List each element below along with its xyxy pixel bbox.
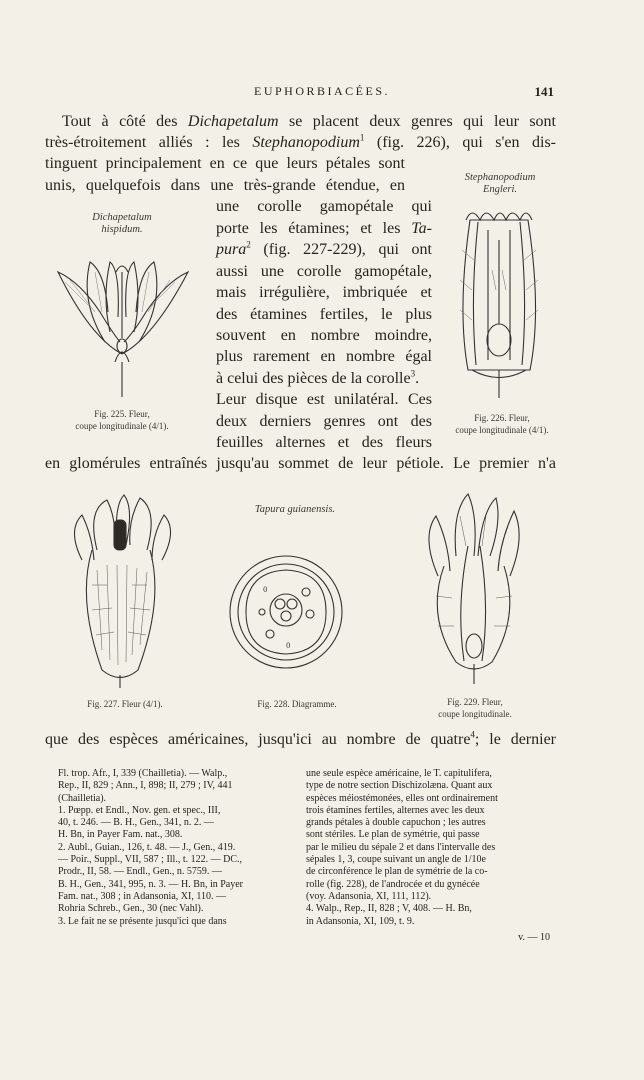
body-line-2: très-étroitement alliés : les Stephanopodium$^1$ (fig. 226), qui s'en dis- — [45, 132, 557, 151]
svg-text:0: 0 — [286, 642, 291, 650]
body-line-6: porte les étamines; et les Ta- — [216, 220, 433, 237]
footnote-line: 1. Pœpp. et Endl., Nov. gen. et spec., III, — [58, 804, 221, 816]
body-line-12: plus rarement en nombre égal — [216, 348, 432, 365]
footnote-line: 40, t. 246. — B. H., Gen., 341, n. 2. — — [58, 817, 214, 829]
footnote-line: Prodr., II, 58. — Endl., Gen., n. 5759. — — [58, 866, 222, 878]
fig228-floral-diagram — [226, 552, 346, 672]
footnote-line: B. H., Gen., 341, 995, n. 3. — H. Bn, in Payer — [58, 878, 243, 890]
footnote-line: 2. Aubl., Guian., 126, t. 48. — J., Gen., 419. — [58, 841, 236, 853]
footnote-line: (voy. Adansonia, XI, 111, 112). — [306, 890, 432, 902]
footnote-line: Rep., II, 829 ; Ann., I, 898; II, 279 ; IV, 441 — [58, 780, 233, 792]
fig228-caption: Fig. 228. Diagramme. — [257, 699, 337, 709]
page-number: 141 — [534, 84, 554, 99]
footnote-line: in Adansonia, XI, 109, t. 9. — [306, 915, 415, 927]
genus-dichapetalum: Dichapetalum — [187, 113, 279, 130]
footnote-line: 3. Le fait ne se présente jusqu'ici que dans — [58, 915, 227, 927]
running-title: EUPHORBIACÉES. — [253, 84, 390, 98]
footnote-line: sont stériles. Le plan de symétrie, qui passe — [306, 829, 480, 841]
body-line-7: pura$^2$ (fig. 227-229), qui ont — [216, 239, 432, 258]
footnote-line: 4. Walp., Rep., II, 828 ; V, 408. — H. Bn, — [306, 903, 472, 915]
footnote-line: Fl. trop. Afr., I, 339 (Chailletia). — Walp., — [58, 768, 228, 779]
fig227-caption: Fig. 227. Fleur (4/1). — [87, 699, 163, 709]
footnote-line: rolle (fig. 228), de l'androcée et du gynécée — [306, 878, 480, 890]
footnote-line: sépales 1, 3, coupe suivant un angle de 1/10e — [306, 854, 486, 866]
body-line-3: tinguent principalement en ce que leurs pétales sont — [45, 155, 405, 172]
svg-text:0: 0 — [263, 586, 268, 594]
fig227-flower-illustration — [62, 490, 182, 690]
footnote-line: par le milieu du sépale 2 et dans l'intervalle des — [306, 841, 496, 853]
footnote-line: type de notre section Dischizolæna. Quant aux — [306, 780, 493, 792]
body-line-10: des étamines fertiles, le plus — [216, 306, 432, 323]
body-line-13: à celui des pièces de la corolle$^3$. — [216, 368, 420, 387]
body-line-5: une corolle gamopétale qui — [216, 198, 432, 215]
body-line-11: souvent en nombre moindre, — [216, 327, 432, 344]
footnote-line: une seule espèce américaine, le T. capitulifera, — [306, 768, 492, 779]
page-header — [0, 84, 644, 104]
body-line-17: en glomérules entraînés jusqu'au sommet de leur pétiole. Le premier n'a — [45, 455, 556, 472]
footnote-line: (Chailletia). — [58, 792, 107, 804]
fig226-caption: Fig. 226. Fleur, coupe longitudinale (4/1). — [455, 413, 549, 435]
footnote-line: espèces méiostémonées, elles ont ordinairement — [306, 792, 498, 804]
fig226-flower-illustration — [452, 200, 547, 400]
fig225-title: Dichapetalum hispidum. — [92, 212, 152, 235]
fig226-title: Stephanopodium Engleri. — [464, 172, 536, 195]
body-line-9: mais irrégulière, imbriquée et — [216, 284, 432, 301]
fig225-flower-illustration — [50, 242, 195, 402]
body-line-8: aussi une corolle gamopétale, — [216, 263, 432, 280]
body-line-15: deux derniers genres ont des — [216, 413, 432, 430]
footnotes-left-column — [58, 768, 290, 928]
footnote-line: Rohria Schreb., Gen., 30 (nec Vahl). — [58, 903, 204, 915]
body-line-1: Tout à côté des Dichapetalum se placent deux genres qui leur sont — [62, 113, 556, 130]
fig229-caption: Fig. 229. Fleur, coupe longitudinale. — [438, 697, 512, 719]
body-line-16: feuilles alternes et des fleurs — [216, 434, 432, 451]
fig229-flower-illustration — [416, 486, 531, 686]
body-line-18: que des espèces américaines, jusqu'ici au nombre de quatre$^4$; le dernier — [45, 729, 556, 748]
footnotes-right-column — [306, 768, 552, 928]
footnote-line: Fam. nat., 308 ; in Adansonia, XI, 110. — — [58, 890, 226, 902]
body-line-4: unis, quelquefois dans une très-grande étendue, en — [45, 177, 405, 194]
footnote-line: grands pétales à double capuchon ; les autres — [306, 817, 486, 829]
footnote-line: trois étamines fertiles, alternes avec les deux — [306, 804, 485, 816]
footnote-line: — Poir., Suppl., VII, 587 ; Ill., t. 122. — DC., — [58, 854, 242, 866]
fig225-caption: Fig. 225. Fleur, coupe longitudinale (4/1). — [75, 409, 169, 431]
footnote-line: H. Bn, in Payer Fam. nat., 308. — [58, 829, 183, 841]
signature-mark: v. — 10 — [518, 932, 550, 943]
body-line-14: Leur disque est unilatéral. Ces — [216, 391, 432, 408]
tapura-title: Tapura guianensis. — [254, 504, 336, 515]
footnote-line: de circonférence le plan de symétrie de la co- — [306, 866, 488, 878]
